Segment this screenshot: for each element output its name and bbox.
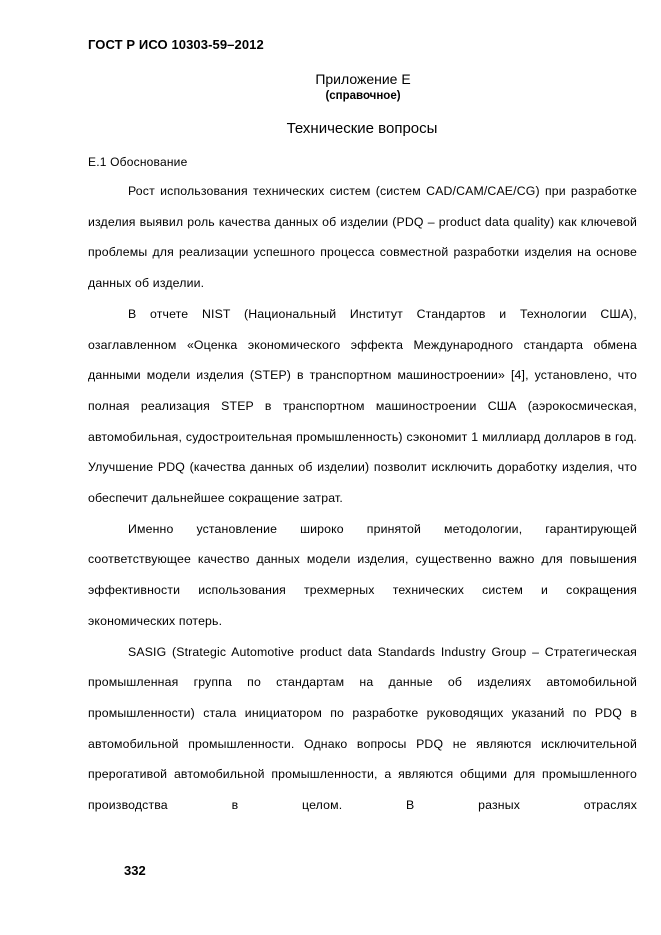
paragraph: Именно установление широко принятой методологии, гарантирующей соответствующее качество данных модели изделия, существенно важно для повышения эффективности использования трехмерных технических систем и сокращения экономических потерь. — [88, 521, 637, 628]
paragraph: Рост использования технических систем (систем CAD/CAM/CAE/CG) при разработке изделия выявил роль качества данных об изделии (PDQ – product data quality) как ключевой проблемы для реализации успешного процесса совместной разработки изделия на основе данных об изделии. — [88, 184, 637, 291]
section-title: Технические вопросы — [286, 120, 438, 137]
document-code-header: ГОСТ Р ИСО 10303-59–2012 — [88, 37, 264, 52]
body-text — [88, 176, 637, 821]
appendix-title: Приложение Е — [315, 71, 411, 87]
paragraph: В отчете NIST (Национальный Институт Стандартов и Технологии США), озаглавленном «Оценка экономического эффекта Международного стандарта обмена данными модели изделия (STEP) в транспортном машиностроении» [4], установлено, что полная реализация STEP в транспортном машиностроении США (аэрокосмическая, автомобильная, судостроительная промышленность) сэкономит 1 миллиард долларов в год. Улучшение PDQ (качества данных об изделии) позволит исключить доработку изделия, что обеспечит дальнейшее сокращение затрат. — [88, 306, 637, 506]
appendix-subtitle: (справочное) — [325, 90, 401, 102]
paragraph: SASIG (Strategic Automotive product data Standards Industry Group – Стратегическая промышленная группа по стандартам на данные об изделиях автомобильной промышленности) стала инициатором по разработке руководящих указаний по PDQ в автомобильной промышленности. Однако вопросы PDQ не являются исключительной прерогативой автомобильной промышленности, а являются общими для промышленного производства в целом. В разных отраслях — [88, 644, 637, 813]
subsection-title: Е.1 Обоснование — [88, 155, 188, 169]
page-number: 332 — [124, 863, 146, 878]
